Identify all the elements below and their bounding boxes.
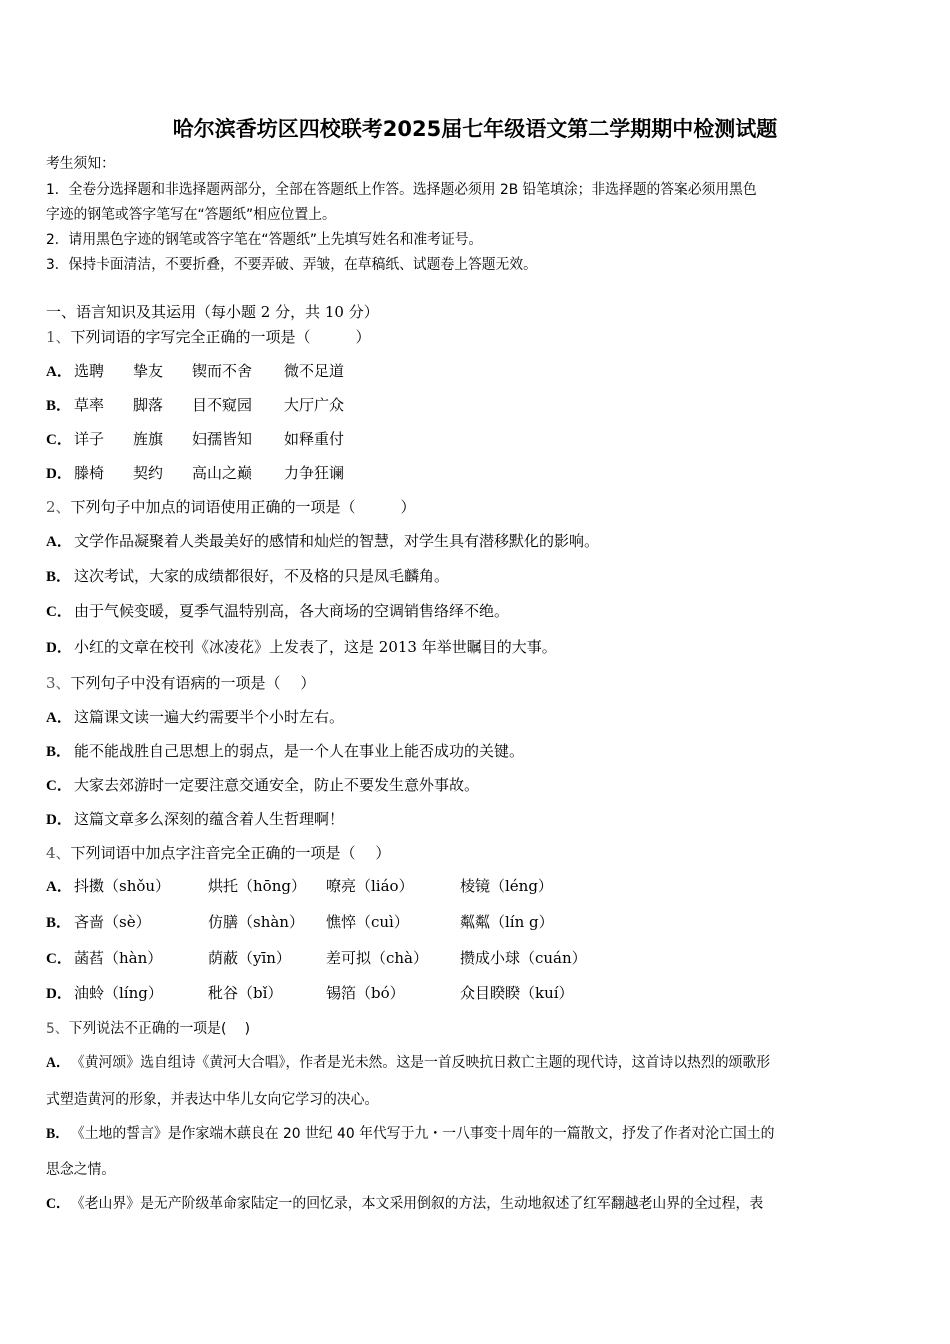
option-word: 力争狂谰 (284, 464, 345, 482)
option-letter-b: B． (46, 398, 72, 414)
question-number: 5、 (46, 1021, 69, 1037)
page-title: 哈尔滨香坊区四校联考2025届七年级语文第二学期期中检测试题 (172, 117, 778, 141)
notice-heading: 考生须知： (46, 156, 115, 172)
option-word: 油蛉（líng） (74, 984, 163, 1002)
option-word: 挚友 (133, 362, 164, 380)
option-word: 旌旗 (133, 430, 164, 448)
question-text: 下列词语中加点字注音完全正确的一项是（ ） (70, 844, 391, 862)
notice-item-1: 1．全卷分选择题和非选择题两部分，全部在答题纸上作答。选择题必须用 2B 铅笔填涂；非选择题的答案必须用黑色 (46, 182, 757, 198)
option-letter-d: D． (46, 466, 72, 482)
question-number: 4、 (46, 844, 71, 862)
option-word: 菡萏（hàn） (74, 949, 163, 967)
question-3-option-b: B． 能不能战胜自己思想上的弱点，是一个人在事业上能否成功的关键。 (46, 742, 525, 760)
question-5-option-a-cont: 式塑造黄河的形象，并表达中华儿女向它学习的决心。 (46, 1092, 379, 1108)
question-3-option-a: A． 这篇课文读一遍大约需要半个小时左右。 (46, 708, 345, 726)
option-word: 目不窥园 (192, 396, 253, 414)
option-word: 微不足道 (284, 362, 345, 380)
question-5-option-b-cont: 思念之情。 (46, 1162, 116, 1178)
option-word: 抖擞（shǒu） (74, 877, 171, 895)
option-word: 如释重付 (284, 430, 345, 448)
option-letter-a: A． (46, 364, 72, 380)
option-word: 脚落 (133, 396, 164, 414)
question-5-stem (46, 1017, 250, 1038)
option-word: 众目睽睽（kuí） (460, 984, 574, 1002)
option-word: 憔悴（cuì） (326, 913, 409, 931)
question-text: 下列说法不正确的一项是( ) (68, 1021, 251, 1037)
question-2-option-a: A． 文学作品凝聚着人类最美好的感情和灿烂的智慧，对学生具有潜移默化的影响。 (46, 532, 600, 550)
question-2-option-b: B． 这次考试，大家的成绩都很好，不及格的只是凤毛麟角。 (46, 567, 450, 585)
question-5-option-c: C．《老山界》是无产阶级革命家陆定一的回忆录，本文采用倒叙的方法，生动地叙述了红军翻越老山界的全过程，表 (46, 1196, 764, 1212)
question-2-option-c: C． 由于气候变暖，夏季气温特别高，各大商场的空调销售络绎不绝。 (46, 602, 510, 620)
option-word: 妇孺皆知 (192, 430, 253, 448)
option-word: 仿膳（shàn） (208, 913, 304, 931)
question-number: 2、 (46, 498, 71, 516)
option-word: 锡箔（bó） (326, 984, 405, 1002)
option-letter-a: A． (46, 879, 72, 895)
option-word: 滕椅 (74, 464, 105, 482)
question-number: 1、 (46, 328, 71, 346)
notice-item-1-cont: 字迹的钢笔或答字笔写在“答题纸”相应位置上。 (46, 207, 336, 223)
option-letter-b: B． (46, 915, 72, 931)
option-letter-c: C． (46, 951, 72, 967)
question-2-option-d: D． 小红的文章在校刊《冰凌花》上发表了，这是 2013 年举世瞩目的大事。 (46, 638, 557, 656)
option-word: 棱镜（léng） (460, 877, 553, 895)
question-number: 3、 (46, 674, 71, 692)
option-word: 差可拟（chà） (326, 949, 429, 967)
option-letter-c: C． (46, 432, 72, 448)
question-5-option-b: B． 《土地的誓言》是作家端木蕻良在 20 世纪 40 年代写于九・一八事变十周年的一篇散文，抒发了作者对沦亡国土的 (46, 1126, 775, 1142)
question-1-stem (46, 326, 371, 347)
option-word: 吝啬（sè） (74, 913, 151, 931)
option-word: 详子 (74, 430, 105, 448)
option-word: 高山之巅 (192, 464, 253, 482)
question-3-option-c: C． 大家去郊游时一定要注意交通安全，防止不要发生意外事故。 (46, 776, 480, 794)
option-word: 锲而不舍 (192, 362, 253, 380)
option-word: 嘹亮（liáo） (326, 877, 414, 895)
question-3-stem (46, 672, 315, 693)
option-word: 烘托（hōng） (208, 877, 306, 895)
option-word: 草率 (74, 396, 105, 414)
question-text: 下列词语的字写完全正确的一项是（ ） (70, 328, 371, 346)
question-3-option-d: D． 这篇文章多么深刻的蕴含着人生哲理啊！ (46, 810, 345, 828)
option-letter-d: D． (46, 986, 72, 1002)
question-text: 下列句子中没有语病的一项是（ ） (70, 674, 316, 692)
option-word: 大厅广众 (284, 396, 345, 414)
option-word: 选聘 (74, 362, 105, 380)
option-word: 秕谷（bǐ） (208, 984, 283, 1002)
question-5-option-a: A．《黄河颂》选自组诗《黄河大合唱》，作者是光未然。这是一首反映抗日救亡主题的现代诗，这首诗以热烈的颂歌形 (46, 1055, 771, 1071)
option-word: 攒成小球（cuán） (460, 949, 587, 967)
option-word: 荫蔽（yīn） (208, 949, 291, 967)
question-text: 下列句子中加点的词语使用正确的一项是（ ） (70, 498, 416, 516)
notice-item-3: 3．保持卡面清洁，不要折叠，不要弄破、弄皱，在草稿纸、试题卷上答题无效。 (46, 257, 537, 273)
question-2-stem (46, 496, 416, 517)
section-heading: 一、语言知识及其运用（每小题 2 分，共 10 分） (46, 303, 379, 321)
question-4-stem (46, 842, 390, 863)
option-word: 粼粼（lín g） (460, 913, 554, 931)
notice-item-2: 2．请用黑色字迹的钢笔或答字笔在“答题纸”上先填写姓名和准考证号。 (46, 232, 483, 248)
option-word: 契约 (133, 464, 164, 482)
